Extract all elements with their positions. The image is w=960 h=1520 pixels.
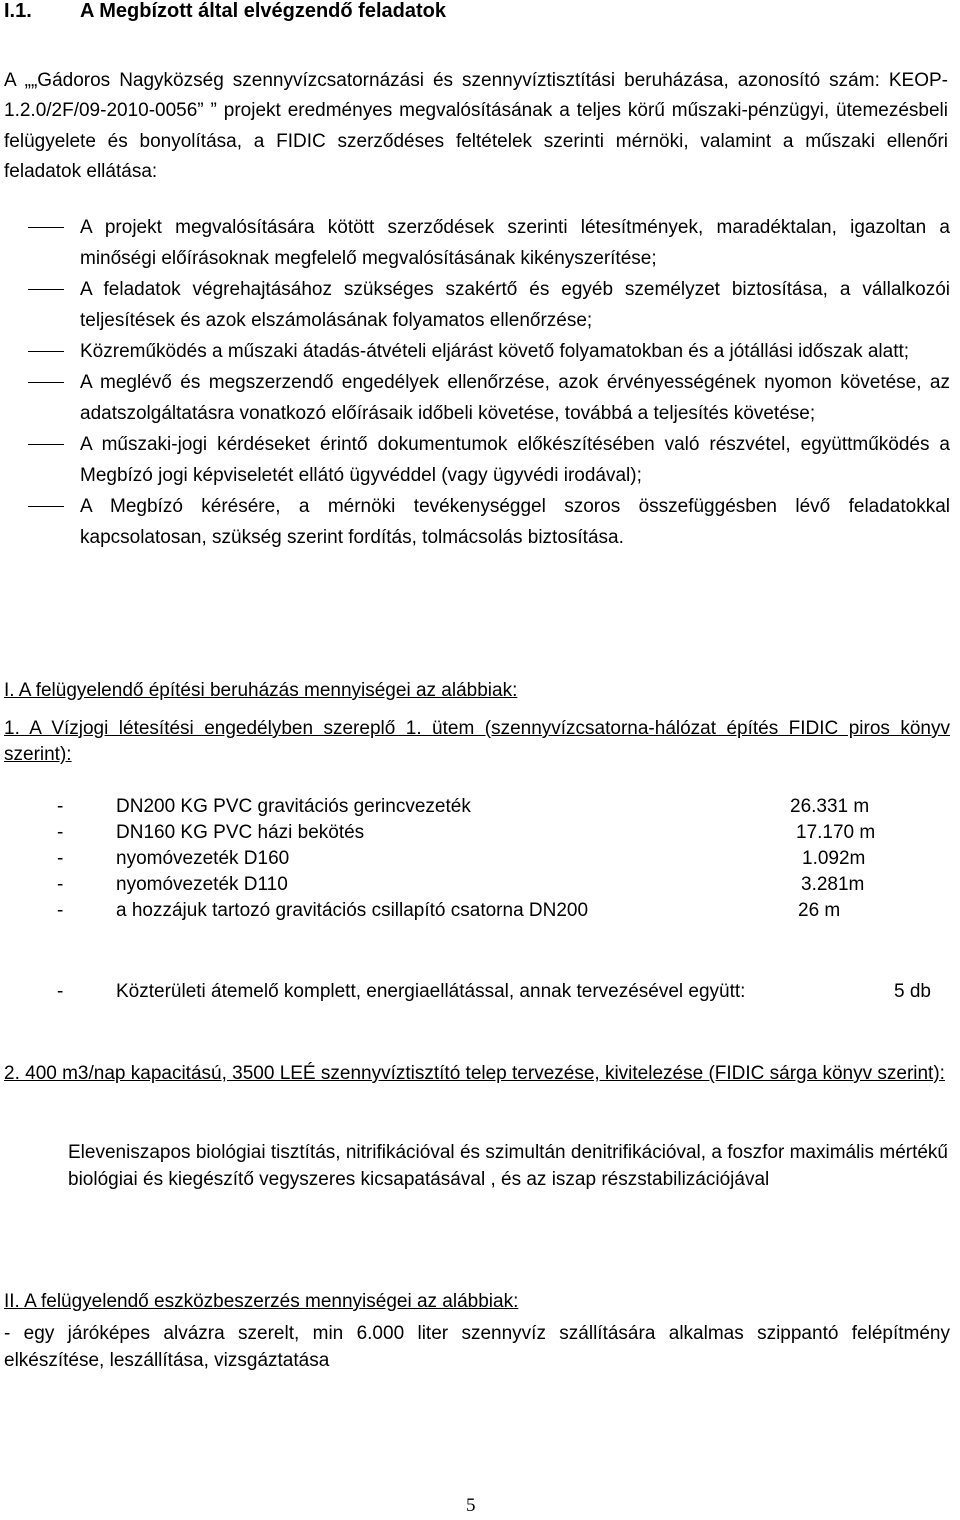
- quantity-value: 17.170 m: [796, 822, 876, 843]
- task-item: A Megbízó kérésére, a mérnöki tevékenységgel szoros összefüggésben lévő feladatokkal kapcsolatosan, szükség szerint fordítás, tolmácsolás biztosítása.: [4, 491, 950, 553]
- intro-paragraph: A „„Gádoros Nagyközség szennyvízcsatornázási és szennyvíztisztítási beruházása, azonosító szám: KEOP-1.2.0/2F/09-2010-0056” ” projekt eredményes megvalósításának a teljes körű műszaki-pénzügyi, ütemezésbeli felügyelete és bonyolítása, a FIDIC szerződéses feltételek szerinti mérnöki, valamint a műszaki ellenőri feladatok ellátása:: [4, 70, 948, 183]
- page-number: 5: [466, 1495, 476, 1516]
- dash-bullet: [28, 227, 64, 228]
- quantity-item: DN200 KG PVC gravitációs gerincvezeték: [116, 796, 471, 817]
- quantity-item: nyomóvezeték D110: [116, 874, 288, 895]
- quantity-value: 1.092m: [802, 848, 866, 869]
- section-title: A Megbízott által elvégzendő feladatok: [80, 0, 446, 22]
- section-ii-description: - egy járóképes alvázra szerelt, min 6.000 liter szennyvíz szállítására alkalmas szippantó felépítmény elkészítése, leszállítása, vizsgáztatása: [4, 1323, 950, 1371]
- dash-bullet: [28, 506, 64, 507]
- dash-bullet: [28, 351, 64, 352]
- quantity-item: Közterületi átemelő komplett, energiaellátással, annak tervezésével együtt:: [116, 981, 746, 1002]
- task-item: A feladatok végrehajtásához szükséges szakértő és egyéb személyzet biztosítása, a vállalkozói teljesítések és azok elszámolásának folyamatos ellenőrzése;: [4, 274, 950, 336]
- task-item: A projekt megvalósítására kötött szerződések szerinti létesítmények, maradéktalan, igazoltan a minőségi előírásoknak megfelelő megvalósításának kikényszerítése;: [4, 212, 950, 274]
- dash-bullet: [28, 289, 64, 290]
- subsection-2-heading: 2. 400 m3/nap kapacitású, 3500 LEÉ szennyvíztisztító telep tervezése, kivitelezése (FIDIC sárga könyv szerint):: [4, 1063, 945, 1084]
- task-item: A műszaki-jogi kérdéseket érintő dokumentumok előkészítésében való részvétel, együttműködés a Megbízó jogi képviseletét ellátó ügyvéddel (vagy ügyvédi irodával);: [4, 429, 950, 491]
- quantity-value: 26 m: [798, 900, 841, 921]
- quantity-value: 26.331 m: [790, 796, 870, 817]
- subsection-1-heading: 1. A Vízjogi létesítési engedélyben szereplő 1. ütem (szennyvízcsatorna-hálózat építés FIDIC piros könyv szerint):: [4, 718, 950, 765]
- quantity-value: 5 db: [894, 981, 931, 1002]
- quantity-row: - DN200 KG PVC gravitációs gerincvezeték 26.331 m: [4, 794, 950, 820]
- quantity-list: [4, 794, 950, 924]
- quantity-row: - nyomóvezeték D160 1.092m: [4, 846, 950, 872]
- task-list: [4, 212, 950, 553]
- dash-bullet: [28, 382, 64, 383]
- quantity-row: - nyomóvezeték D110 3.281m: [4, 872, 950, 898]
- task-item: A meglévő és megszerzendő engedélyek ellenőrzése, azok érvényességének nyomon követése, az adatszolgáltatásra vonatkozó előírásaik időbeli követése, továbbá a teljesítés követése;: [4, 367, 950, 429]
- quantity-row: - a hozzájuk tartozó gravitációs csillapító csatorna DN200 26 m: [4, 898, 950, 924]
- section-ii-heading: II. A felügyelendő eszközbeszerzés mennyiségei az alábbiak:: [4, 1291, 519, 1312]
- quantity-row: - DN160 KG PVC házi bekötés 17.170 m: [4, 820, 950, 846]
- section-number: I.1.: [4, 0, 32, 22]
- dash-bullet: [28, 444, 64, 445]
- quantity-item: a hozzájuk tartozó gravitációs csillapító csatorna DN200: [116, 900, 589, 921]
- section-heading: [4, 0, 446, 23]
- subsection-2-description: Eleveniszapos biológiai tisztítás, nitrifikációval és szimultán denitrifikációval, a foszfor maximális mértékű biológiai és kiegészítő vegyszeres kicsapatásával , és az iszap részstabilizációjával: [68, 1142, 948, 1190]
- quantity-item: DN160 KG PVC házi bekötés: [116, 822, 365, 843]
- section-i-heading: I. A felügyelendő építési beruházás mennyiségei az alábbiak:: [4, 680, 518, 701]
- pumping-station-row: - Közterületi átemelő komplett, energiaellátással, annak tervezésével együtt: 5 db: [4, 978, 950, 1006]
- quantity-value: 3.281m: [801, 874, 865, 895]
- task-item: Közreműködés a műszaki átadás-átvételi eljárást követő folyamatokban és a jótállási időszak alatt;: [4, 336, 950, 367]
- quantity-item: nyomóvezeték D160: [116, 848, 290, 869]
